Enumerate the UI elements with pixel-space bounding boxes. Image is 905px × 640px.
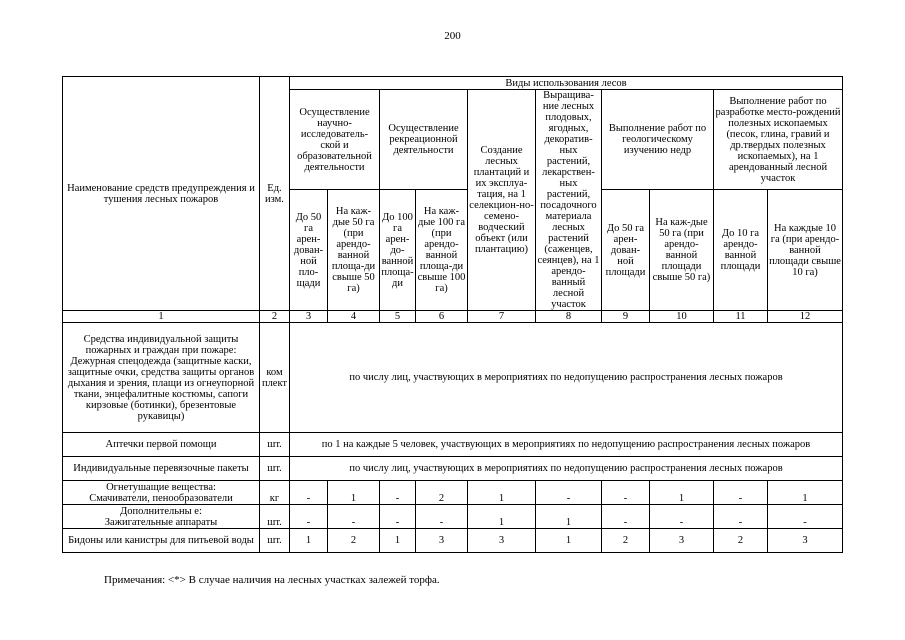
cell: -	[536, 481, 602, 505]
row-unit: шт.	[260, 505, 290, 529]
header-group-plantations: Создание лесных плантаций и их эксплуа-тация, на 1 селекцион-но-семено-водческий объект (или плантацию)	[468, 90, 536, 311]
cell: -	[602, 505, 650, 529]
col-number: 5	[380, 311, 416, 323]
cell: -	[602, 481, 650, 505]
col-number: 3	[290, 311, 328, 323]
page-number: 200	[444, 30, 461, 42]
row-unit: шт.	[260, 457, 290, 481]
cell: 3	[768, 529, 843, 553]
footnote: Примечания: <*> В случае наличия на лесных участках залежей торфа.	[104, 574, 440, 586]
col-number: 9	[602, 311, 650, 323]
cell: -	[290, 505, 328, 529]
cell: -	[714, 505, 768, 529]
row-name	[63, 481, 260, 505]
col-number: 8	[536, 311, 602, 323]
col-number: 11	[714, 311, 768, 323]
row-heading: Дополнительны е:	[120, 505, 202, 517]
col-number: 2	[260, 311, 290, 323]
subcol-10: На каж-дые 50 га (при арендо-ванной площади свыше 50 га)	[650, 190, 714, 311]
col-number: 1	[63, 311, 260, 323]
row-heading: Огнетушащие вещества:	[106, 481, 216, 493]
cell: -	[416, 505, 468, 529]
cell: 2	[602, 529, 650, 553]
header-name: Наименование средств предупреждения и тушения лесных пожаров	[63, 77, 260, 311]
row-merged-value: по числу лиц, участвующих в мероприятиях по недопущению распространения лесных пожаров	[290, 457, 843, 481]
forest-fire-equipment-table	[62, 76, 843, 553]
cell: 3	[416, 529, 468, 553]
cell: 1	[536, 505, 602, 529]
table-row	[63, 529, 843, 553]
cell: -	[380, 505, 416, 529]
row-name: Аптечки первой помощи	[63, 433, 260, 457]
cell: 1	[468, 481, 536, 505]
header-group-geology: Выполнение работ по геологическому изучению недр	[602, 90, 714, 190]
table-row	[63, 505, 843, 529]
row-name	[63, 505, 260, 529]
cell: -	[380, 481, 416, 505]
cell: 1	[290, 529, 328, 553]
cell: 1	[328, 481, 380, 505]
row-unit: шт.	[260, 433, 290, 457]
cell: 1	[468, 505, 536, 529]
cell: -	[768, 505, 843, 529]
row-unit: кг	[260, 481, 290, 505]
subcol-11: До 10 га арендо-ванной площади	[714, 190, 768, 311]
cell: 2	[416, 481, 468, 505]
cell: 1	[536, 529, 602, 553]
header-group-cultivation: Выращива-ние лесных плодовых, ягодных, декоратив-ных растений, лекарствен-ных растений, посадочного материала лесных растений (саженцев, сеянцев), на 1 арендо-ванный лесной участок	[537, 90, 600, 310]
col-number: 4	[328, 311, 380, 323]
subcol-6: На каж-дые 100 га (при арендо-ванной площа-ди свыше 100 га)	[416, 190, 468, 311]
row-unit: ком плект	[260, 323, 290, 433]
subcol-9: До 50 га арен-дован-ной площади	[602, 190, 650, 311]
table-row	[63, 457, 843, 481]
cell: 1	[650, 481, 714, 505]
header-group-mining: Выполнение работ по разработке место-рождений полезных ископаемых (песок, глина, гравий и др.твердых полезных ископаемых), на 1 арендованный лесной участок	[714, 90, 843, 190]
header-group-recreation: Осуществление рекреационной деятельности	[380, 90, 468, 190]
subcol-4: На каж-дые 50 га (при арендо-ванной площа-ди свыше 50 га)	[328, 190, 380, 311]
subcol-12: На каждые 10 га (при арендо-ванной площади свыше 10 га)	[768, 190, 843, 311]
table-row	[63, 433, 843, 457]
subcol-5: До 100 га арен-до-ванной площа-ди	[380, 190, 416, 311]
table-row	[63, 481, 843, 505]
cell: -	[714, 481, 768, 505]
cell: -	[650, 505, 714, 529]
cell: 3	[468, 529, 536, 553]
row-name: Индивидуальные перевязочные пакеты	[63, 457, 260, 481]
row-name: Бидоны или канистры для питьевой воды	[63, 529, 260, 553]
col-number: 6	[416, 311, 468, 323]
cell: 1	[768, 481, 843, 505]
row-merged-value: по числу лиц, участвующих в мероприятиях по недопущению распространения лесных пожаров	[290, 323, 843, 433]
cell: -	[290, 481, 328, 505]
col-number: 7	[468, 311, 536, 323]
subcol-3: До 50 га арен-дован-ной пло-щади	[290, 190, 328, 311]
table-row	[63, 323, 843, 433]
col-number: 10	[650, 311, 714, 323]
header-unit: Ед. изм.	[260, 77, 290, 311]
cell: 1	[380, 529, 416, 553]
col-number: 12	[768, 311, 843, 323]
row-unit: шт.	[260, 529, 290, 553]
column-number-row	[63, 311, 843, 323]
row-label: Зажигательные аппараты	[104, 516, 218, 528]
cell: -	[328, 505, 380, 529]
header-group-research: Осуществление научно-исследователь-ской и образовательной деятельности	[290, 90, 380, 190]
cell: 2	[328, 529, 380, 553]
row-label: Смачиватели, пенообразователи	[89, 492, 233, 504]
row-name: Средства индивидуальной защиты пожарных и граждан при пожаре: Дежурная спецодежда (защитные каски, защитные очки, средства защиты органов дыхания и зрения, плащи из огнеупорной ткани, энцефалитные костюмы, сапоги кирзовые (ботинки), брезентовые рукавицы)	[63, 323, 260, 433]
row-merged-value: по 1 на каждые 5 человек, участвующих в мероприятиях по недопущению распространения лесных пожаров	[290, 433, 843, 457]
header-group-title: Виды использования лесов	[290, 77, 843, 90]
cell: 3	[650, 529, 714, 553]
cell: 2	[714, 529, 768, 553]
